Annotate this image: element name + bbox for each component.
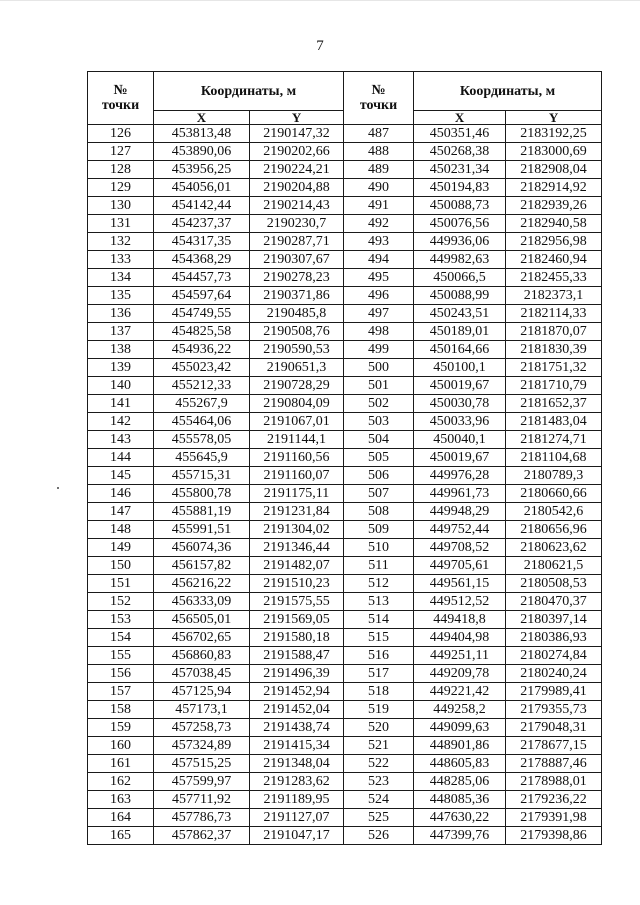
point-number-left-cell: 132 — [88, 233, 154, 251]
y-right-cell: 2180623,62 — [506, 539, 602, 557]
point-number-left-cell: 140 — [88, 377, 154, 395]
y-right-cell: 2180508,53 — [506, 575, 602, 593]
y-right-cell: 2182956,98 — [506, 233, 602, 251]
point-number-left-cell: 157 — [88, 683, 154, 701]
x-right-cell: 448901,86 — [414, 737, 506, 755]
y-left-cell: 2191127,07 — [250, 809, 344, 827]
y-left-cell: 2191496,39 — [250, 665, 344, 683]
y-right-cell: 2179391,98 — [506, 809, 602, 827]
x-right-cell: 449982,63 — [414, 251, 506, 269]
point-number-right-cell: 505 — [344, 449, 414, 467]
y-right-cell: 2178677,15 — [506, 737, 602, 755]
x-right-cell: 449258,2 — [414, 701, 506, 719]
point-number-right-cell: 495 — [344, 269, 414, 287]
point-number-left-cell: 144 — [88, 449, 154, 467]
y-right-cell: 2180656,96 — [506, 521, 602, 539]
x-right-cell: 449705,61 — [414, 557, 506, 575]
table-row — [88, 341, 602, 359]
x-right-cell: 447399,76 — [414, 827, 506, 845]
point-number-right-cell: 506 — [344, 467, 414, 485]
y-right-cell: 2182373,1 — [506, 287, 602, 305]
table-row — [88, 665, 602, 683]
x-left-cell: 455881,19 — [154, 503, 250, 521]
x-right-cell: 449221,42 — [414, 683, 506, 701]
point-number-right-cell: 508 — [344, 503, 414, 521]
point-number-right-cell: 490 — [344, 179, 414, 197]
point-number-right-cell: 526 — [344, 827, 414, 845]
y-right-cell: 2180240,24 — [506, 665, 602, 683]
y-left-cell: 2190651,3 — [250, 359, 344, 377]
x-left-cell: 454749,55 — [154, 305, 250, 323]
x-right-cell: 448605,83 — [414, 755, 506, 773]
point-number-right-cell: 493 — [344, 233, 414, 251]
page-number: 7 — [316, 38, 324, 54]
point-number-right-cell: 507 — [344, 485, 414, 503]
x-left-cell: 454825,58 — [154, 323, 250, 341]
point-number-right-cell: 515 — [344, 629, 414, 647]
point-number-left-cell: 152 — [88, 593, 154, 611]
table-row — [88, 305, 602, 323]
point-number-left-cell: 148 — [88, 521, 154, 539]
table-row — [88, 233, 602, 251]
table-row — [88, 413, 602, 431]
table-row — [88, 251, 602, 269]
y-left-cell: 2191346,44 — [250, 539, 344, 557]
point-number-right-cell: 497 — [344, 305, 414, 323]
table-row — [88, 215, 602, 233]
x-left-cell: 455800,78 — [154, 485, 250, 503]
y-left-cell: 2191438,74 — [250, 719, 344, 737]
point-number-right-cell: 488 — [344, 143, 414, 161]
y-left-cell: 2191569,05 — [250, 611, 344, 629]
y-right-cell: 2179398,86 — [506, 827, 602, 845]
point-number-left-cell: 161 — [88, 755, 154, 773]
top-edge-line — [0, 0, 640, 1]
x-right-cell: 450030,78 — [414, 395, 506, 413]
table-row — [88, 395, 602, 413]
point-number-left-cell: 146 — [88, 485, 154, 503]
y-left-cell: 2190307,67 — [250, 251, 344, 269]
y-right-cell: 2182114,33 — [506, 305, 602, 323]
point-number-left-cell: 147 — [88, 503, 154, 521]
y-right-cell: 2183000,69 — [506, 143, 602, 161]
x-left-cell: 456074,36 — [154, 539, 250, 557]
y-left-cell: 2191580,18 — [250, 629, 344, 647]
y-left-cell: 2190804,09 — [250, 395, 344, 413]
y-right-cell: 2180621,5 — [506, 557, 602, 575]
point-number-left-cell: 151 — [88, 575, 154, 593]
point-number-left-cell: 162 — [88, 773, 154, 791]
x-right-cell: 450351,46 — [414, 125, 506, 143]
x-right-cell: 449561,15 — [414, 575, 506, 593]
table-row — [88, 269, 602, 287]
point-number-right-cell: 518 — [344, 683, 414, 701]
y-left-cell: 2190202,66 — [250, 143, 344, 161]
table-row — [88, 431, 602, 449]
point-number-right-cell: 520 — [344, 719, 414, 737]
y-right-cell: 2181274,71 — [506, 431, 602, 449]
y-header-left: Y — [250, 111, 344, 125]
y-right-cell: 2183192,25 — [506, 125, 602, 143]
point-number-right-cell: 512 — [344, 575, 414, 593]
x-left-cell: 454368,29 — [154, 251, 250, 269]
y-left-cell: 2190230,7 — [250, 215, 344, 233]
x-left-cell: 457173,1 — [154, 701, 250, 719]
table-row — [88, 179, 602, 197]
y-left-cell: 2191482,07 — [250, 557, 344, 575]
point-number-right-cell: 522 — [344, 755, 414, 773]
point-number-header-left — [88, 72, 154, 125]
point-number-right-cell: 514 — [344, 611, 414, 629]
y-left-cell: 2191575,55 — [250, 593, 344, 611]
x-right-cell: 450194,83 — [414, 179, 506, 197]
table-row — [88, 575, 602, 593]
point-number-left-cell: 159 — [88, 719, 154, 737]
y-header-right: Y — [506, 111, 602, 125]
x-right-cell: 449936,06 — [414, 233, 506, 251]
point-number-right-cell: 516 — [344, 647, 414, 665]
x-right-cell: 447630,22 — [414, 809, 506, 827]
point-number-left-cell: 154 — [88, 629, 154, 647]
point-number-right-cell: 489 — [344, 161, 414, 179]
y-left-cell: 2191231,84 — [250, 503, 344, 521]
point-number-right-cell: 501 — [344, 377, 414, 395]
point-number-right-cell: 492 — [344, 215, 414, 233]
x-left-cell: 455267,9 — [154, 395, 250, 413]
table-row — [88, 719, 602, 737]
x-left-cell: 454457,73 — [154, 269, 250, 287]
point-number-left-cell: 155 — [88, 647, 154, 665]
point-number-left-cell: 145 — [88, 467, 154, 485]
y-right-cell: 2178988,01 — [506, 773, 602, 791]
x-left-cell: 457862,37 — [154, 827, 250, 845]
y-right-cell: 2180470,37 — [506, 593, 602, 611]
y-left-cell: 2190485,8 — [250, 305, 344, 323]
x-left-cell: 454317,35 — [154, 233, 250, 251]
x-left-cell: 455212,33 — [154, 377, 250, 395]
point-number-right-cell: 517 — [344, 665, 414, 683]
point-number-right-cell: 509 — [344, 521, 414, 539]
x-left-cell: 457038,45 — [154, 665, 250, 683]
x-left-cell: 454056,01 — [154, 179, 250, 197]
x-left-cell: 454597,64 — [154, 287, 250, 305]
table-row — [88, 467, 602, 485]
point-number-left-cell: 138 — [88, 341, 154, 359]
y-left-cell: 2191283,62 — [250, 773, 344, 791]
point-number-left-cell: 149 — [88, 539, 154, 557]
x-left-cell: 457786,73 — [154, 809, 250, 827]
table-row — [88, 629, 602, 647]
point-number-left-cell: 136 — [88, 305, 154, 323]
y-left-cell: 2190508,76 — [250, 323, 344, 341]
table-row — [88, 359, 602, 377]
point-number-left-cell: 128 — [88, 161, 154, 179]
x-right-cell: 450100,1 — [414, 359, 506, 377]
y-left-cell: 2191304,02 — [250, 521, 344, 539]
x-left-cell: 453956,25 — [154, 161, 250, 179]
point-number-right-cell: 513 — [344, 593, 414, 611]
x-right-cell: 449961,73 — [414, 485, 506, 503]
point-number-right-cell: 487 — [344, 125, 414, 143]
y-right-cell: 2181830,39 — [506, 341, 602, 359]
x-left-cell: 456333,09 — [154, 593, 250, 611]
point-number-left-cell: 165 — [88, 827, 154, 845]
x-left-cell: 455023,42 — [154, 359, 250, 377]
point-number-right-cell: 521 — [344, 737, 414, 755]
x-right-cell: 449752,44 — [414, 521, 506, 539]
x-left-cell: 456216,22 — [154, 575, 250, 593]
x-right-cell: 449099,63 — [414, 719, 506, 737]
table-row — [88, 539, 602, 557]
y-right-cell: 2182460,94 — [506, 251, 602, 269]
y-left-cell: 2190728,29 — [250, 377, 344, 395]
x-right-cell: 448285,06 — [414, 773, 506, 791]
point-number-right-cell: 494 — [344, 251, 414, 269]
x-right-cell: 449976,28 — [414, 467, 506, 485]
y-left-cell: 2191415,34 — [250, 737, 344, 755]
x-right-cell: 450268,38 — [414, 143, 506, 161]
y-right-cell: 2180789,3 — [506, 467, 602, 485]
y-left-cell: 2190204,88 — [250, 179, 344, 197]
x-right-cell: 450019,67 — [414, 377, 506, 395]
y-right-cell: 2181751,32 — [506, 359, 602, 377]
y-left-cell: 2190278,23 — [250, 269, 344, 287]
table-row — [88, 701, 602, 719]
y-right-cell: 2178887,46 — [506, 755, 602, 773]
table-row — [88, 125, 602, 143]
y-left-cell: 2190224,21 — [250, 161, 344, 179]
x-right-cell: 450088,73 — [414, 197, 506, 215]
x-left-cell: 457711,92 — [154, 791, 250, 809]
x-right-cell: 450088,99 — [414, 287, 506, 305]
x-left-cell: 457125,94 — [154, 683, 250, 701]
table-row — [88, 827, 602, 845]
y-left-cell: 2190590,53 — [250, 341, 344, 359]
y-right-cell: 2181652,37 — [506, 395, 602, 413]
x-right-cell: 450164,66 — [414, 341, 506, 359]
table-row — [88, 737, 602, 755]
x-left-cell: 454936,22 — [154, 341, 250, 359]
x-left-cell: 455578,05 — [154, 431, 250, 449]
point-number-left-cell: 130 — [88, 197, 154, 215]
x-right-cell: 450040,1 — [414, 431, 506, 449]
point-number-left-cell: 131 — [88, 215, 154, 233]
y-left-cell: 2191348,04 — [250, 755, 344, 773]
point-number-left-cell: 127 — [88, 143, 154, 161]
table-row — [88, 593, 602, 611]
point-number-left-cell: 126 — [88, 125, 154, 143]
table-row — [88, 377, 602, 395]
x-left-cell: 457258,73 — [154, 719, 250, 737]
x-header-left: X — [154, 111, 250, 125]
point-number-right-cell: 499 — [344, 341, 414, 359]
point-number-left-cell: 137 — [88, 323, 154, 341]
table-row — [88, 809, 602, 827]
x-right-cell: 450231,34 — [414, 161, 506, 179]
y-left-cell: 2191510,23 — [250, 575, 344, 593]
coordinates-header-right: Координаты, м — [414, 72, 602, 111]
x-left-cell: 457324,89 — [154, 737, 250, 755]
x-right-cell: 449512,52 — [414, 593, 506, 611]
point-number-left-cell: 142 — [88, 413, 154, 431]
y-right-cell: 2180660,66 — [506, 485, 602, 503]
table-row — [88, 683, 602, 701]
y-right-cell: 2181870,07 — [506, 323, 602, 341]
point-number-right-cell: 525 — [344, 809, 414, 827]
y-left-cell: 2191189,95 — [250, 791, 344, 809]
point-number-left-cell: 129 — [88, 179, 154, 197]
stray-mark — [57, 487, 59, 489]
x-left-cell: 456505,01 — [154, 611, 250, 629]
point-number-left-cell: 135 — [88, 287, 154, 305]
table-row — [88, 557, 602, 575]
table-row — [88, 791, 602, 809]
point-number-right-cell: 496 — [344, 287, 414, 305]
x-left-cell: 455991,51 — [154, 521, 250, 539]
y-right-cell: 2182914,92 — [506, 179, 602, 197]
x-left-cell: 456157,82 — [154, 557, 250, 575]
x-left-cell: 455464,06 — [154, 413, 250, 431]
table-row — [88, 647, 602, 665]
y-right-cell: 2182455,33 — [506, 269, 602, 287]
x-left-cell: 454237,37 — [154, 215, 250, 233]
y-left-cell: 2191175,11 — [250, 485, 344, 503]
point-number-right-cell: 510 — [344, 539, 414, 557]
y-left-cell: 2191160,07 — [250, 467, 344, 485]
y-left-cell: 2191047,17 — [250, 827, 344, 845]
point-number-left-cell: 134 — [88, 269, 154, 287]
point-number-right-cell: 500 — [344, 359, 414, 377]
y-right-cell: 2180397,14 — [506, 611, 602, 629]
x-right-cell: 450019,67 — [414, 449, 506, 467]
coordinates-body — [88, 125, 602, 845]
x-right-cell: 450076,56 — [414, 215, 506, 233]
y-right-cell: 2182939,26 — [506, 197, 602, 215]
point-number-label-left: № точки — [101, 83, 140, 113]
point-number-left-cell: 143 — [88, 431, 154, 449]
y-left-cell: 2191067,01 — [250, 413, 344, 431]
x-right-cell: 449708,52 — [414, 539, 506, 557]
y-right-cell: 2179355,73 — [506, 701, 602, 719]
point-number-left-cell: 164 — [88, 809, 154, 827]
point-number-left-cell: 133 — [88, 251, 154, 269]
y-right-cell: 2181104,68 — [506, 449, 602, 467]
y-right-cell: 2180542,6 — [506, 503, 602, 521]
point-number-right-cell: 524 — [344, 791, 414, 809]
table-row — [88, 143, 602, 161]
point-number-right-cell: 523 — [344, 773, 414, 791]
y-right-cell: 2179048,31 — [506, 719, 602, 737]
point-number-left-cell: 158 — [88, 701, 154, 719]
point-number-right-cell: 519 — [344, 701, 414, 719]
x-right-cell: 449209,78 — [414, 665, 506, 683]
y-right-cell: 2180274,84 — [506, 647, 602, 665]
y-right-cell: 2182908,04 — [506, 161, 602, 179]
y-right-cell: 2181483,04 — [506, 413, 602, 431]
y-right-cell: 2179989,41 — [506, 683, 602, 701]
point-number-right-cell: 504 — [344, 431, 414, 449]
y-left-cell: 2190371,86 — [250, 287, 344, 305]
x-right-cell: 450066,5 — [414, 269, 506, 287]
x-right-cell: 449948,29 — [414, 503, 506, 521]
x-right-cell: 450243,51 — [414, 305, 506, 323]
table-row — [88, 773, 602, 791]
point-number-left-cell: 153 — [88, 611, 154, 629]
y-left-cell: 2191144,1 — [250, 431, 344, 449]
x-left-cell: 455645,9 — [154, 449, 250, 467]
table-row — [88, 287, 602, 305]
point-number-label-right: № точки — [359, 83, 398, 113]
point-number-left-cell: 163 — [88, 791, 154, 809]
y-left-cell: 2190214,43 — [250, 197, 344, 215]
table-row — [88, 521, 602, 539]
y-left-cell: 2191452,04 — [250, 701, 344, 719]
point-number-right-cell: 511 — [344, 557, 414, 575]
x-left-cell: 456860,83 — [154, 647, 250, 665]
x-left-cell: 457515,25 — [154, 755, 250, 773]
point-number-right-cell: 503 — [344, 413, 414, 431]
point-number-left-cell: 156 — [88, 665, 154, 683]
y-left-cell: 2191452,94 — [250, 683, 344, 701]
x-right-cell: 449404,98 — [414, 629, 506, 647]
y-left-cell: 2191160,56 — [250, 449, 344, 467]
x-right-cell: 450189,01 — [414, 323, 506, 341]
x-left-cell: 454142,44 — [154, 197, 250, 215]
point-number-left-cell: 141 — [88, 395, 154, 413]
y-right-cell: 2179236,22 — [506, 791, 602, 809]
x-left-cell: 453813,48 — [154, 125, 250, 143]
y-right-cell: 2180386,93 — [506, 629, 602, 647]
y-right-cell: 2182940,58 — [506, 215, 602, 233]
point-number-right-cell: 491 — [344, 197, 414, 215]
point-number-header-right — [344, 72, 414, 125]
point-number-left-cell: 160 — [88, 737, 154, 755]
x-left-cell: 453890,06 — [154, 143, 250, 161]
point-number-right-cell: 498 — [344, 323, 414, 341]
table-row — [88, 503, 602, 521]
x-right-cell: 450033,96 — [414, 413, 506, 431]
table-row — [88, 449, 602, 467]
table-row — [88, 161, 602, 179]
y-left-cell: 2191588,47 — [250, 647, 344, 665]
table-row — [88, 323, 602, 341]
x-left-cell: 456702,65 — [154, 629, 250, 647]
x-left-cell: 457599,97 — [154, 773, 250, 791]
point-number-left-cell: 150 — [88, 557, 154, 575]
table-row — [88, 611, 602, 629]
x-left-cell: 455715,31 — [154, 467, 250, 485]
table-row — [88, 197, 602, 215]
x-right-cell: 448085,36 — [414, 791, 506, 809]
coordinates-header-left: Координаты, м — [154, 72, 344, 111]
point-number-right-cell: 502 — [344, 395, 414, 413]
x-right-cell: 449251,11 — [414, 647, 506, 665]
y-right-cell: 2181710,79 — [506, 377, 602, 395]
x-right-cell: 449418,8 — [414, 611, 506, 629]
y-left-cell: 2190147,32 — [250, 125, 344, 143]
coordinates-table — [87, 71, 602, 845]
table-row — [88, 755, 602, 773]
y-left-cell: 2190287,71 — [250, 233, 344, 251]
point-number-left-cell: 139 — [88, 359, 154, 377]
table-row — [88, 485, 602, 503]
x-header-right: X — [414, 111, 506, 125]
